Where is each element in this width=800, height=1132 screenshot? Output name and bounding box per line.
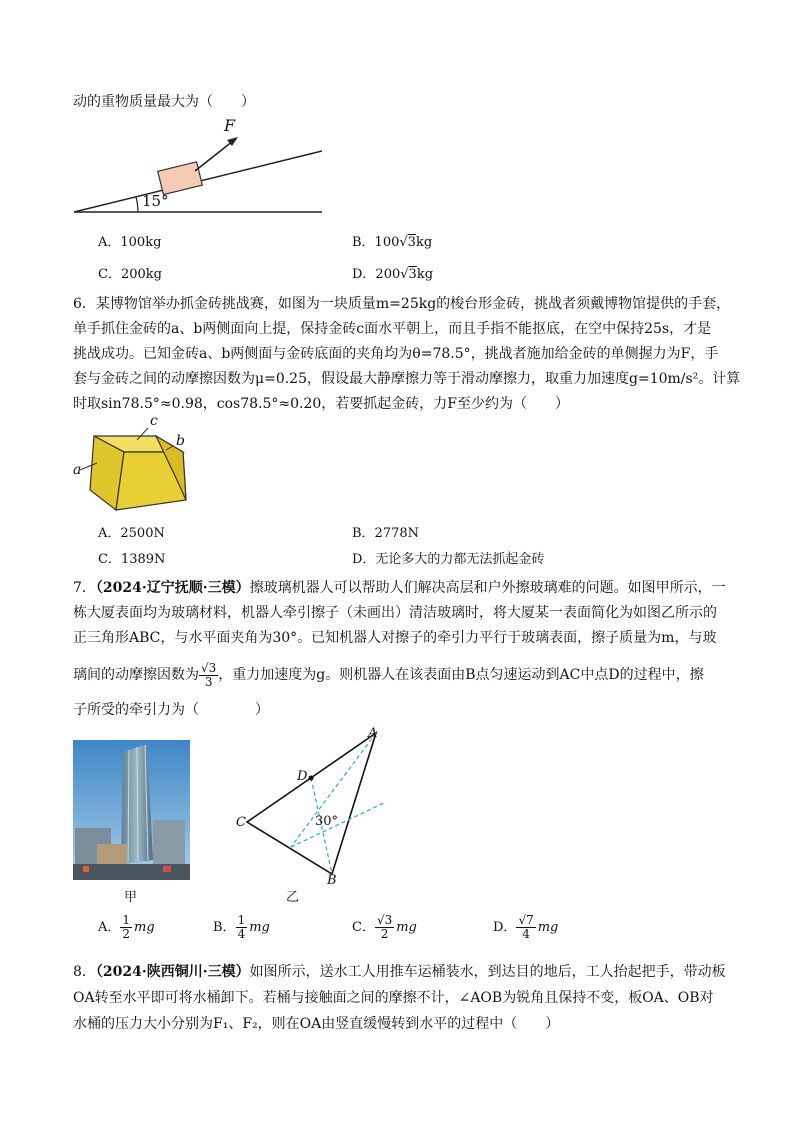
caption-yi: 乙 <box>286 890 300 905</box>
q6-option-b: B．2778N <box>352 526 420 541</box>
triangle-abc <box>247 733 376 874</box>
dashed-line-1 <box>291 733 376 847</box>
q6-line-5: 时取sin78.5°≈0.98，cos78.5°≈0.20，若要抓起金砖，力F至少约为（ ） <box>73 396 569 412</box>
gold-brick-figure <box>70 414 200 514</box>
force-arrow-line <box>195 141 233 171</box>
mu-fraction: $\frac{√3}{3}$ <box>201 660 217 689</box>
q7-option-a: A． $\frac{1}{2}$ mg <box>98 913 155 941</box>
q5-option-d: D．200√3kg <box>352 267 434 282</box>
q7-option-b: B． $\frac{1}{4}$ mg <box>213 913 270 941</box>
q5-option-a: A．100kg <box>98 235 162 250</box>
label-c: c <box>150 413 158 429</box>
q8-line-3: 水桶的压力大小分别为F₁、F₂，则在OA由竖直缓慢转到水平的过程中（ ） <box>73 1016 560 1032</box>
q6-line-1: 6．某博物馆举办抓金砖挑战赛，如图为一块质量m=25kg的梭台形金砖，挑战者须戴博物馆提供的手套， <box>73 296 731 312</box>
angle-30-label: 30° <box>315 814 339 829</box>
label-A: A <box>368 726 378 741</box>
q7-line-3: 正三角形ABC，与水平面夹角为30°。已知机器人对擦子的牵引力平行于玻璃表面，擦子质量为m，与玻 <box>73 630 717 646</box>
q7-line-2: 栋大厦表面均为玻璃材料，机器人牵引擦子（未画出）清洁玻璃时，将大厦某一表面简化为如图乙所示的 <box>73 605 717 621</box>
q6-option-a: A．2500N <box>98 526 165 541</box>
q5-stem-tail: 动的重物质量最大为（ ） <box>73 94 255 110</box>
triangle-diagram <box>230 728 400 888</box>
q7-source: （2024·辽宁抚顺·三模） <box>95 580 250 596</box>
q8-source: （2024·陕西铜川·三模） <box>95 964 250 980</box>
building-photo <box>73 740 190 880</box>
point-d <box>309 776 314 781</box>
q5-option-c: C．200kg <box>98 267 162 282</box>
angle-label: 15° <box>142 192 169 210</box>
label-D: D <box>297 769 308 784</box>
label-B: B <box>327 873 337 888</box>
incline-figure <box>70 115 330 220</box>
q5-option-b: B．100√3kg <box>352 235 433 250</box>
q6-line-4: 套与金砖之间的动摩擦因数为μ=0.25，假设最大静摩擦力等于滑动摩擦力，取重力加速度g=10m/s²。计算 <box>73 371 741 387</box>
q7-option-d: D． $\frac{√7}{4}$ mg <box>493 913 559 941</box>
force-label: F <box>224 116 236 135</box>
q8-line-2: OA转至水平即可将水桶卸下。若桶与接触面之间的摩擦不计，∠AOB为锐角且保持不变，板OA、OB对 <box>73 990 714 1006</box>
q6-option-d: D．无论多大的力都无法抓起金砖 <box>352 552 545 567</box>
q6-line-3: 挑战成功。已知金砖a、b两侧面与金砖底面的夹角均为θ=78.5°，挑战者施加给金砖的单侧握力为F，手 <box>73 346 719 362</box>
dashed-line-3 <box>291 802 386 847</box>
label-b: b <box>176 433 185 449</box>
q7-option-c: C． $\frac{√3}{2}$ mg <box>352 913 417 941</box>
label-C: C <box>236 815 246 830</box>
q7-line-4: 璃间的动摩擦因数为 $\frac{√3}{3}$ ，重力加速度为g。则机器人在该表面由B点匀速运动到AC中点D的过程中，擦 <box>73 660 704 689</box>
caption-jia: 甲 <box>124 890 138 905</box>
label-a: a <box>73 462 82 478</box>
block <box>158 162 203 195</box>
q6-option-c: C．1389N <box>98 552 166 567</box>
q7-line-5: 子所受的牵引力为（ ） <box>73 702 269 718</box>
q6-line-2: 单手抓住金砖的a、b两侧面向上提，保持金砖c面水平朝上，而且手指不能抠底，在空中保持25s，才是 <box>73 321 712 337</box>
q7-line-1: 7．（2024·辽宁抚顺·三模）擦玻璃机器人可以帮助人们解决高层和户外擦玻璃难的问题。如图甲所示，一 <box>73 580 726 596</box>
q8-line-1: 8．（2024·陕西铜川·三模）如图所示，送水工人用推车运桶装水，到达目的地后，工人抬起把手，带动板 <box>73 964 726 980</box>
angle-arc <box>136 197 138 212</box>
